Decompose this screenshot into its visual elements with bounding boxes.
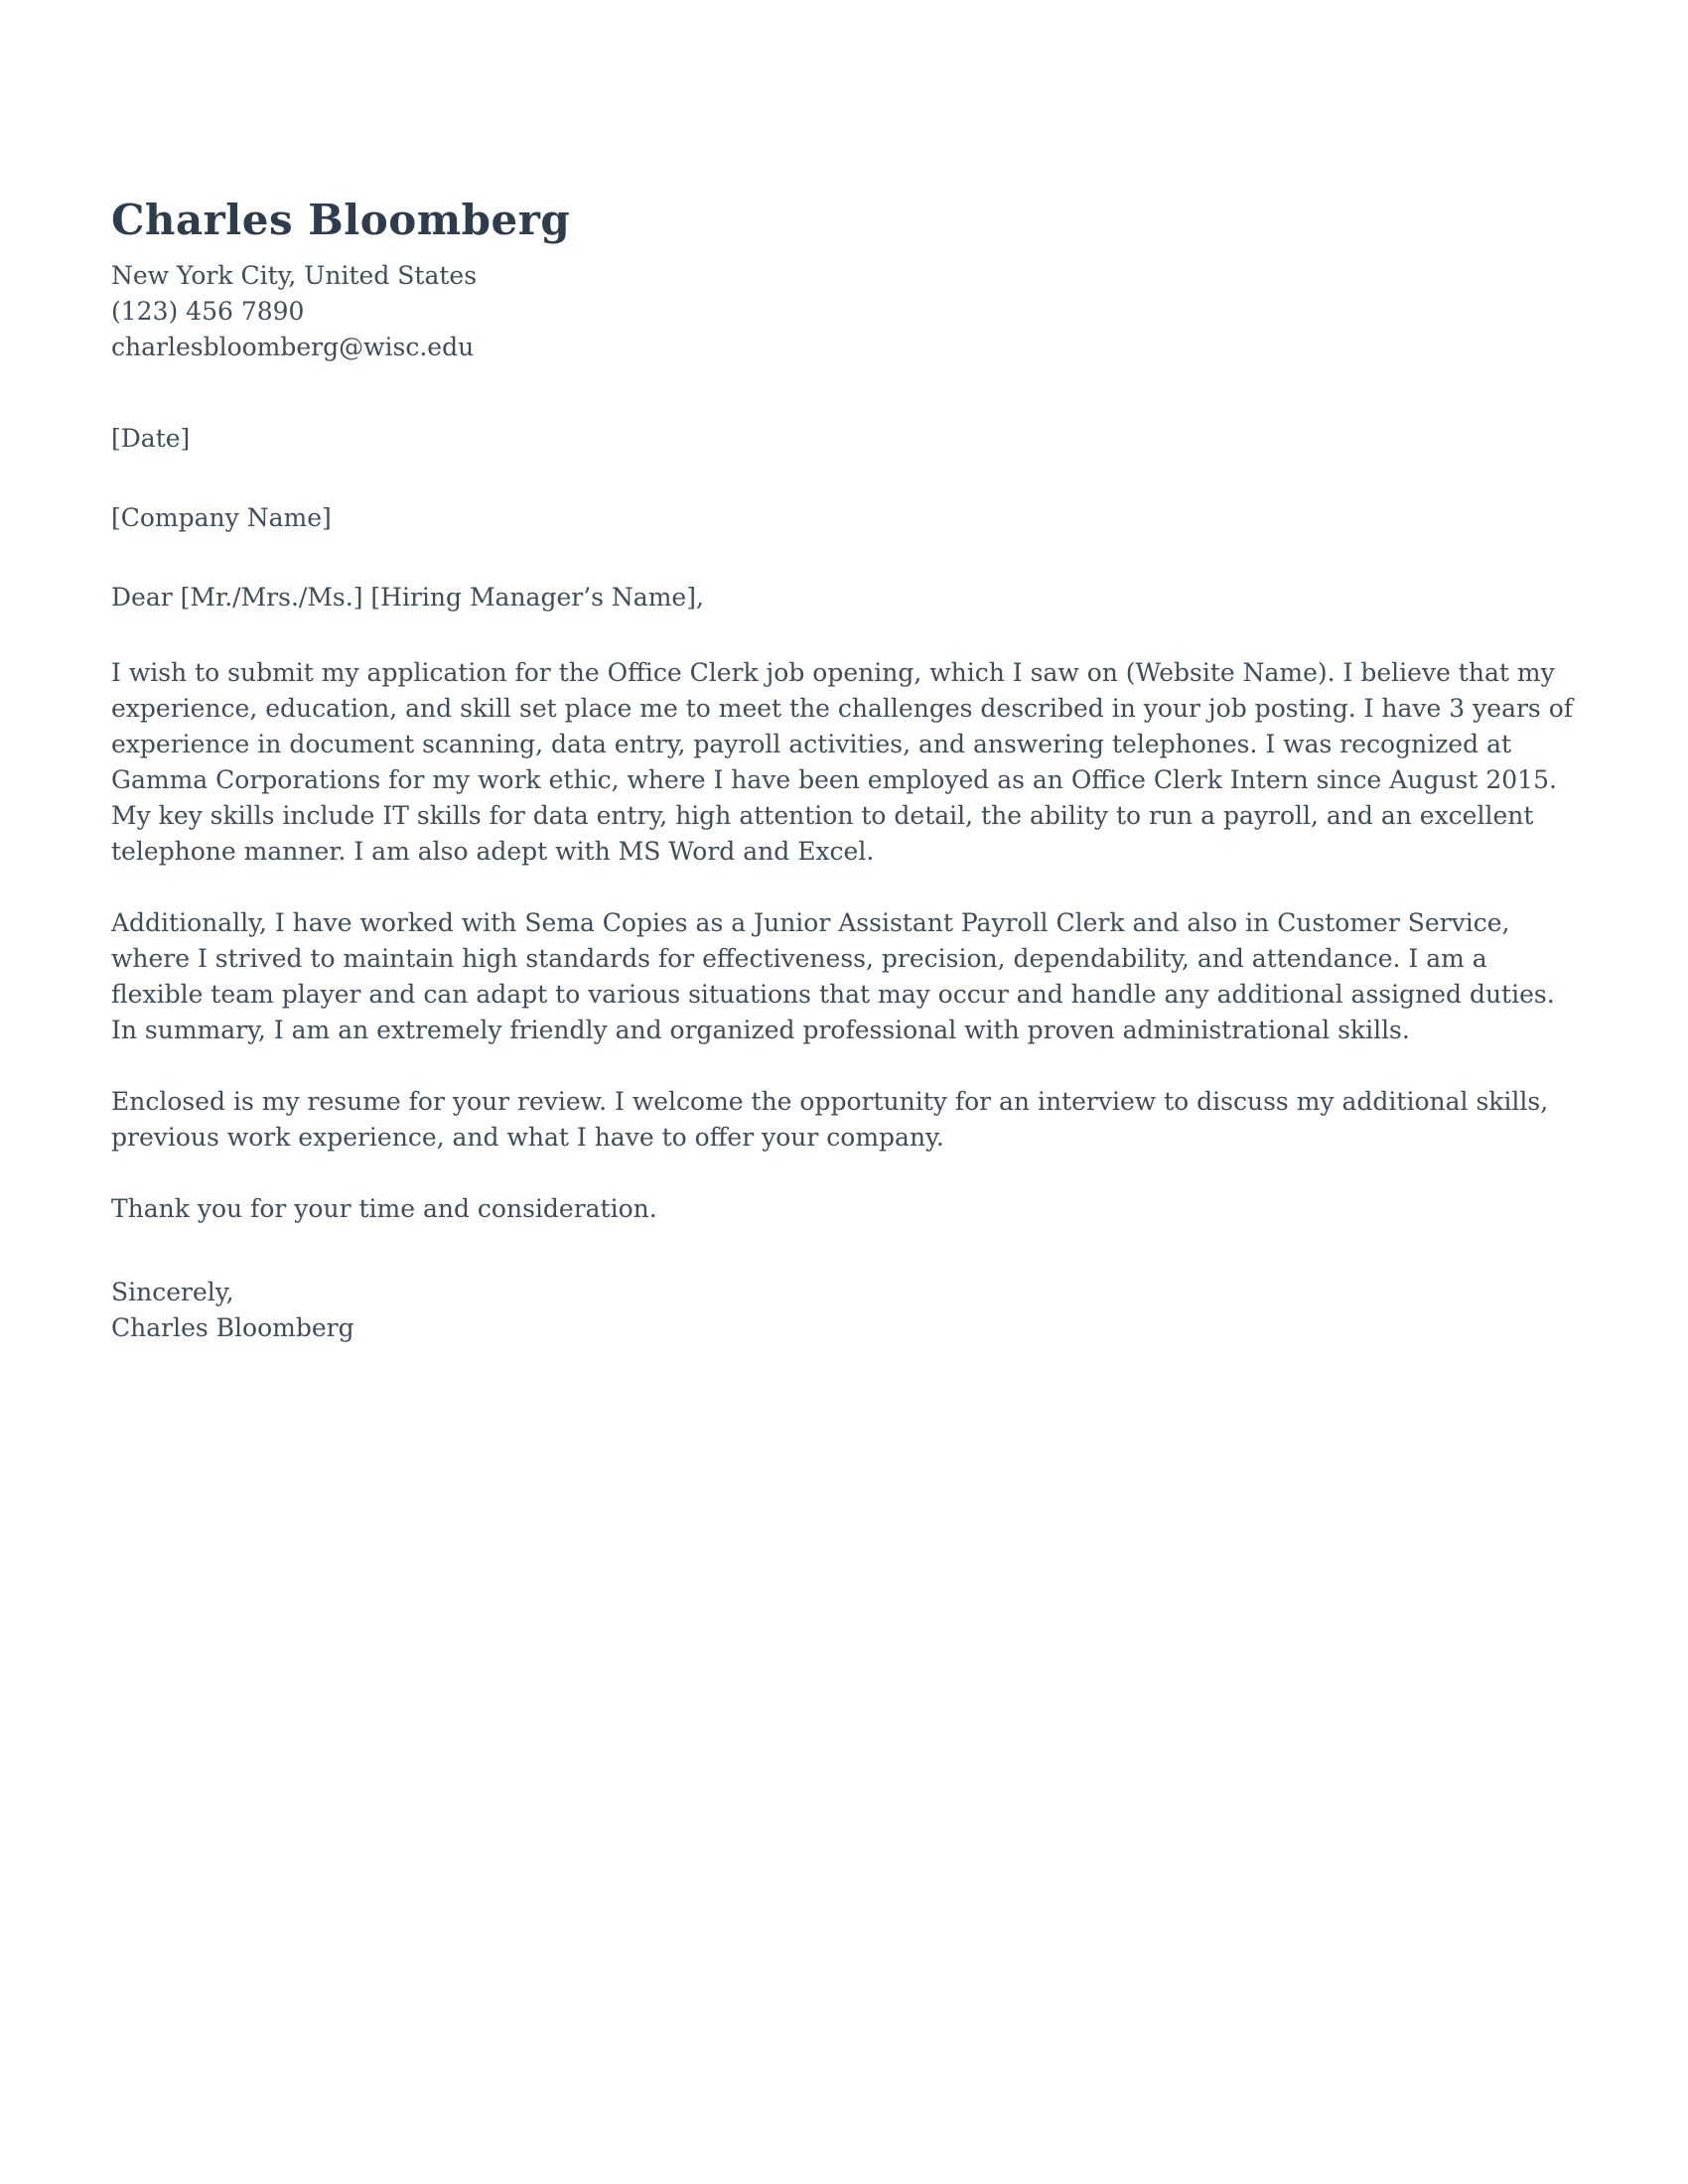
- company-name-placeholder: [Company Name]: [111, 503, 332, 532]
- body-paragraph-1: I wish to submit my application for the Office Clerk job opening, which I saw on (Website Name). I believe that my experience, education, and skill set place me to meet the challenges described in your job posting. I have 3 years of experience in document scanning, data entry, payroll activities, and answering telephones. I was recognized at Gamma Corporations for my work ethic, where I have been employed as an Office Clerk Intern since August 2015. My key skills include IT skills for data entry, high attention to detail, the ability to run a payroll, and an excellent telephone manner. I am also adept with MS Word and Excel.: [111, 658, 1574, 866]
- body-paragraph-2: Additionally, I have worked with Sema Copies as a Junior Assistant Payroll Clerk and also in Customer Service, where I strived to maintain high standards for effectiveness, precision, dependability, and attendance. I am a flexible team player and can adapt to various situations that may occur and handle any additional assigned duties. In summary, I am an extremely friendly and organized professional with proven administrational skills.: [111, 908, 1555, 1044]
- applicant-name: Charles Bloomberg: [111, 196, 571, 244]
- body-paragraph-4: Thank you for your time and consideration.: [111, 1194, 657, 1223]
- contact-block: [111, 258, 1577, 365]
- applicant-phone: (123) 456 7890: [111, 297, 305, 326]
- applicant-email: charlesbloomberg@wisc.edu: [111, 333, 475, 361]
- closing-block: [111, 1275, 1577, 1346]
- applicant-location: New York City, United States: [111, 261, 478, 290]
- closing-salutation: Sincerely,: [111, 1278, 234, 1306]
- greeting: Dear [Mr./Mrs./Ms.] [Hiring Manager’s Name],: [111, 583, 704, 612]
- body-paragraph-3: Enclosed is my resume for your review. I welcome the opportunity for an interview to discuss my additional skills, previous work experience, and what I have to offer your company.: [111, 1087, 1549, 1152]
- letter-body: [111, 655, 1577, 1227]
- signature-name: Charles Bloomberg: [111, 1313, 354, 1342]
- date-placeholder: [Date]: [111, 424, 191, 453]
